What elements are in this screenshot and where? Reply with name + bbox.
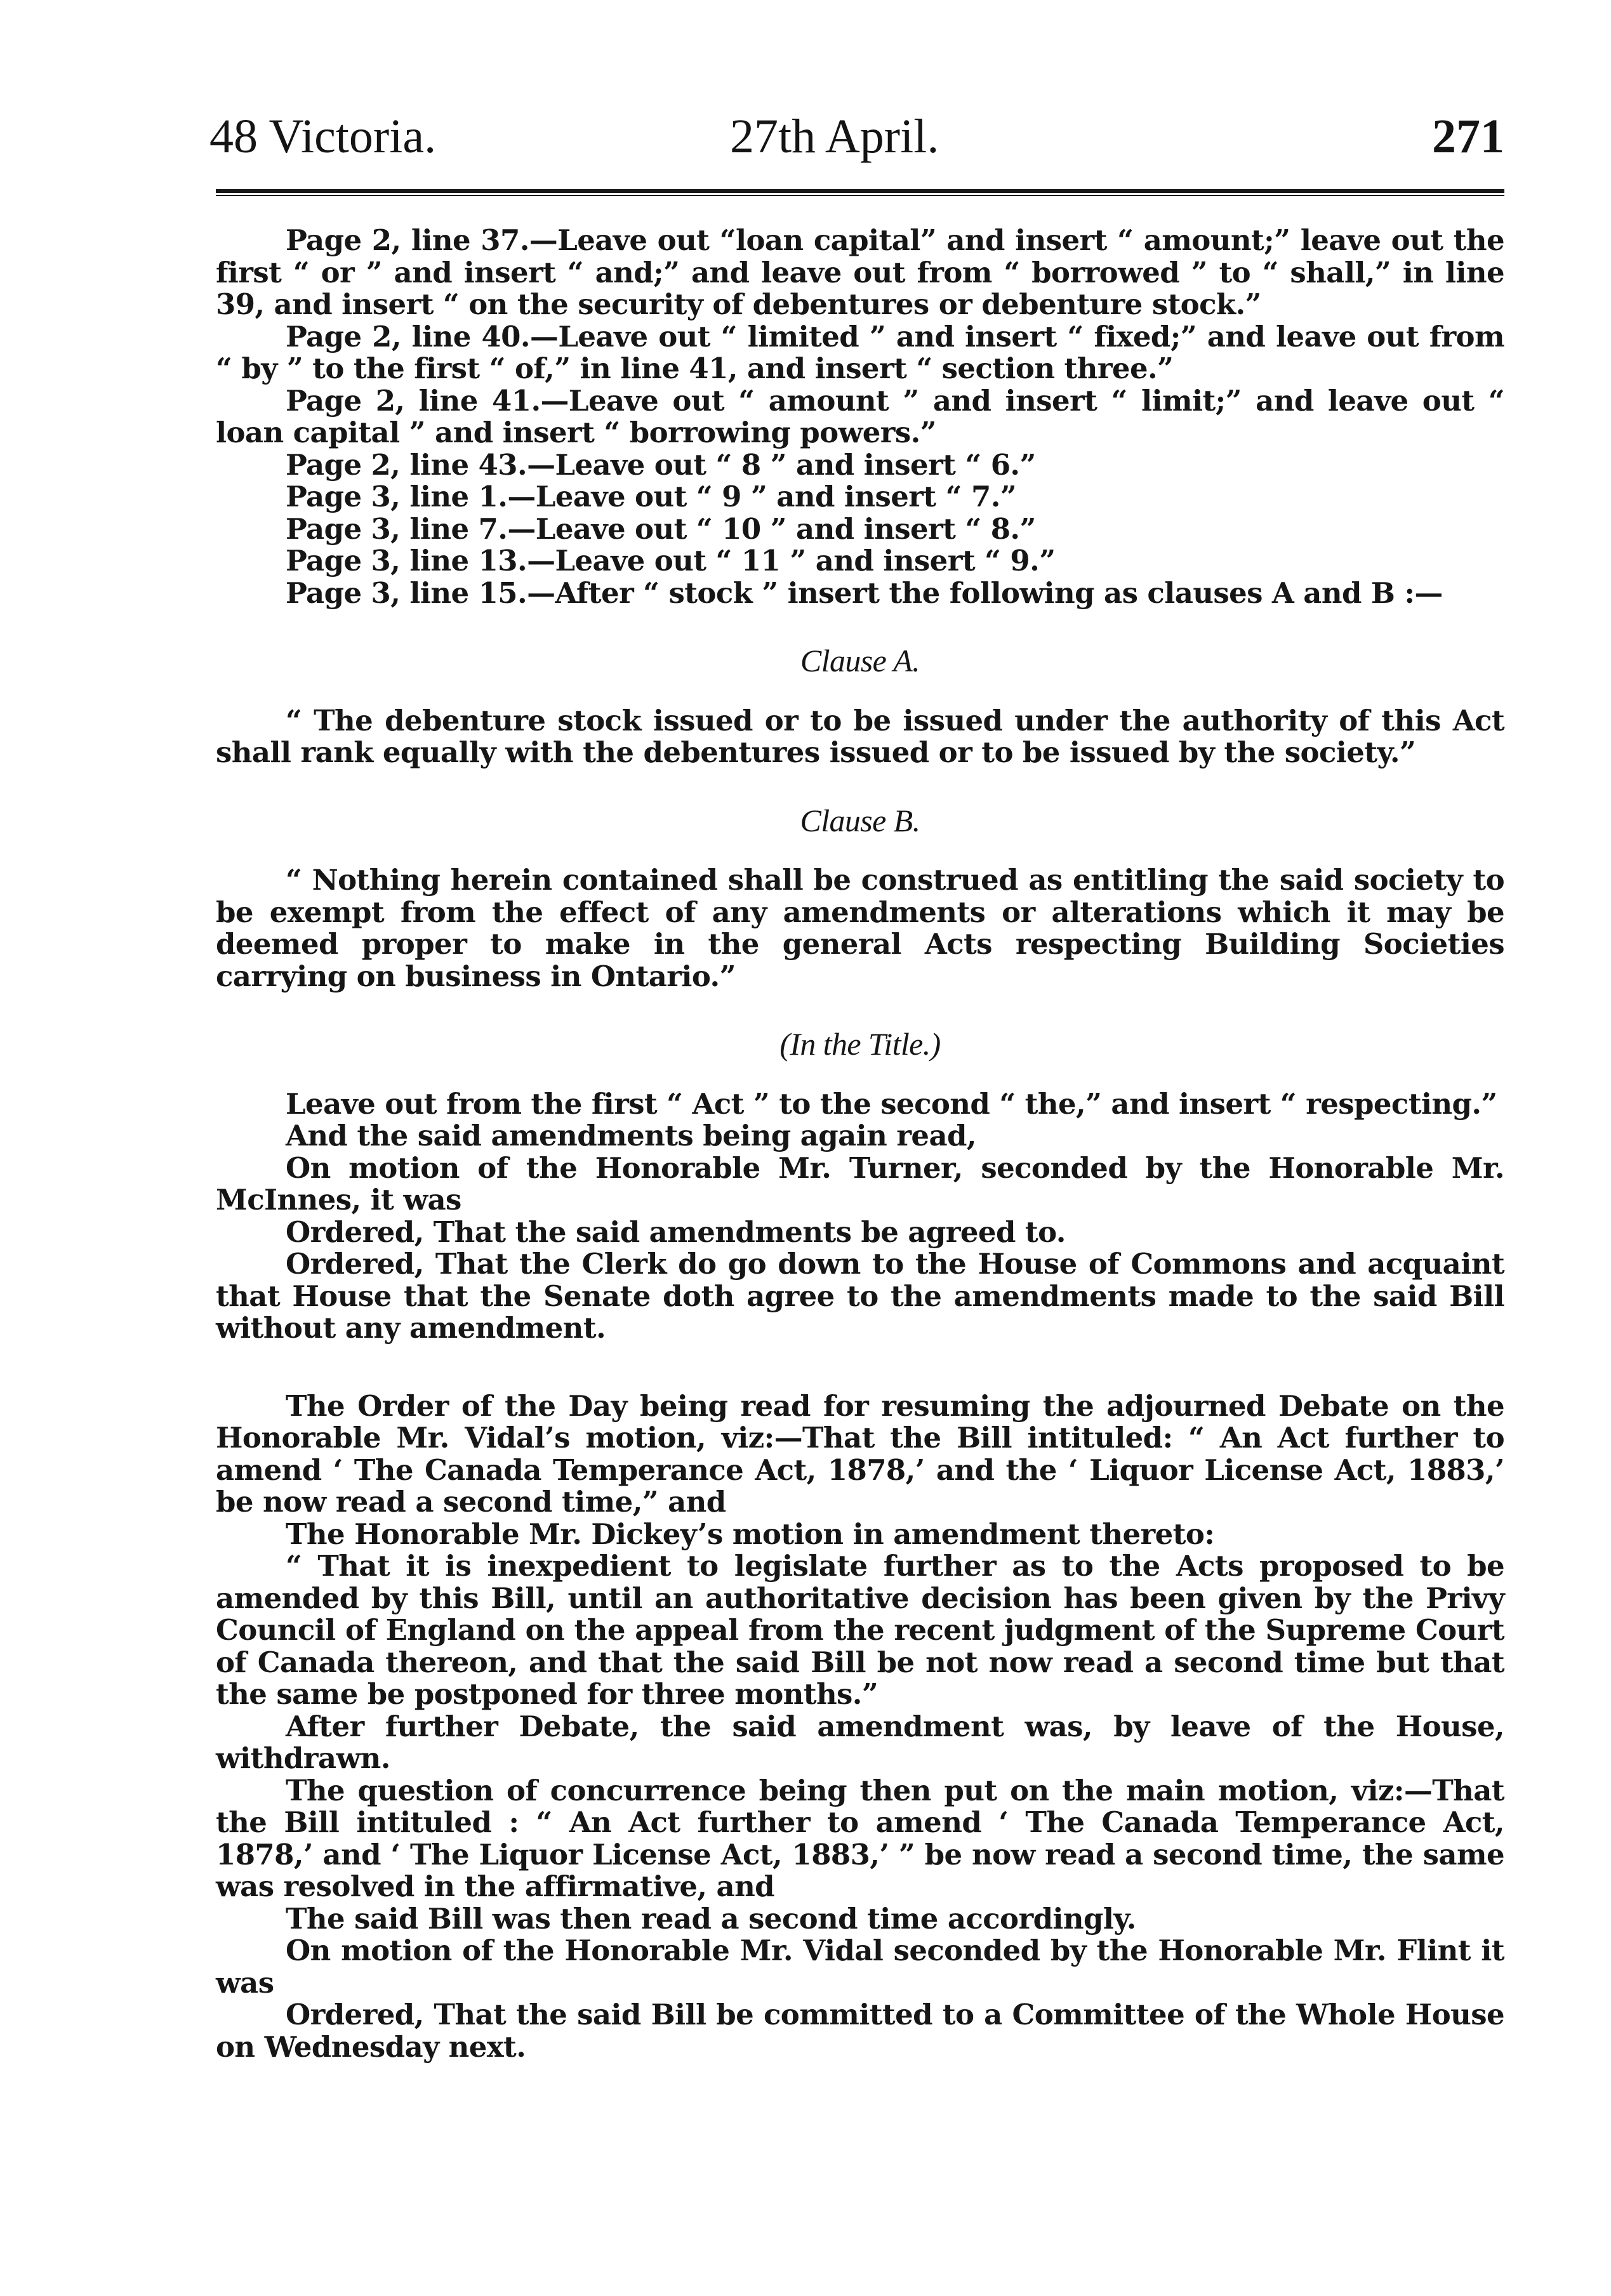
- clause-a-heading: Clause A.: [800, 643, 920, 678]
- order-of-day-paragraph: The Honorable Mr. Dickey’s motion in amendment thereto:: [286, 1517, 1215, 1551]
- title-section-text: Leave out from the first “ Act ” to the second “ the,” and insert “ respecting.”: [286, 1086, 1497, 1121]
- proceedings-paragraph: And the said amendments being again read,: [286, 1119, 976, 1152]
- clause-a-text: “ The debenture stock issued or to be issued under the authority of this Act shall rank equally with the debentures issued or to be issued by the society.”: [216, 703, 1504, 769]
- clause-b-heading: Clause B.: [800, 802, 920, 838]
- amendment-paragraph: Page 2, line 41.—Leave out “ amount ” and insert “ limit;” and leave out “ loan capital ” and insert “ borrowing powers.”: [216, 383, 1504, 449]
- amendment-paragraph: Page 3, line 7.—Leave out “ 10 ” and insert “ 8.”: [286, 511, 1036, 546]
- amendment-paragraph: Page 3, line 1.—Leave out “ 9 ” and insert “ 7.”: [286, 480, 1017, 513]
- amendment-paragraph: Page 2, line 43.—Leave out “ 8 ” and insert “ 6.”: [286, 447, 1036, 482]
- amendment-paragraph: Page 2, line 40.—Leave out “ limited ” and insert “ fixed;” and leave out from “ by ” to the first “ of,” in line 41, and insert “ section three.”: [216, 319, 1504, 385]
- page-number: 271: [1432, 110, 1504, 163]
- header-rule: [216, 189, 1504, 193]
- order-of-day-paragraph: The question of concurrence being then put on the main motion, viz:—That the Bill intituled : “ An Act further to amend ‘ The Canada Temperance Act, 1878,’ and ‘ The Liquor License Act, 1883,’ ” be now read a second time, the same was resolved in the affirmative, and: [216, 1773, 1504, 1903]
- amendment-paragraph: Page 2, line 37.—Leave out “loan capital” and insert “ amount;” leave out the first “ or ” and insert “ and;” and leave out from “ borrowed ” to “ shall,” in line 39, and insert “ on the security of debentures or debenture stock.”: [216, 223, 1504, 321]
- order-of-day-paragraph: On motion of the Honorable Mr. Vidal seconded by the Honorable Mr. Flint it was: [216, 1934, 1504, 2000]
- order-of-day-paragraph: Ordered, That the said Bill be committed to a Committee of the Whole House on Wednesday next.: [216, 1998, 1504, 2064]
- proceedings-paragraph: On motion of the Honorable Mr. Turner, seconded by the Honorable Mr. McInnes, it was: [216, 1151, 1504, 1217]
- order-of-day-paragraph: After further Debate, the said amendment was, by leave of the House, withdrawn.: [216, 1709, 1504, 1775]
- order-of-day-paragraph: The said Bill was then read a second time accordingly.: [286, 1901, 1136, 1936]
- running-head: [209, 109, 1504, 166]
- amendment-paragraph: Page 3, line 15.—After “ stock ” insert the following as clauses A and B :—: [286, 576, 1443, 610]
- clause-b-text: “ Nothing herein contained shall be construed as entitling the said society to be exempt from the effect of any amendments or alterations which it may be deemed proper to make in the general Acts respecting Building Societies carrying on business in Ontario.”: [216, 863, 1504, 993]
- proceedings-paragraph: Ordered, That the Clerk do go down to the House of Commons and acquaint that House that the Senate doth agree to the amendments made to the said Bill without any amendment.: [216, 1247, 1504, 1345]
- date-heading: 27th April.: [730, 110, 939, 163]
- order-of-day-paragraph: The Order of the Day being read for resuming the adjourned Debate on the Honorable Mr. Vidal’s motion, viz:—That the Bill intituled: “ An Act further to amend ‘ The Canada Temperance Act, 1878,’ and the ‘ Liquor License Act, 1883,’ be now read a second time,” and: [216, 1389, 1504, 1519]
- amendment-paragraph: Page 3, line 13.—Leave out “ 11 ” and insert “ 9.”: [286, 544, 1056, 577]
- page-body: [216, 225, 1504, 2063]
- regnal-year: 48 Victoria.: [209, 110, 437, 163]
- proceedings-paragraph: Ordered, That the said amendments be agreed to.: [286, 1215, 1066, 1249]
- order-of-day-paragraph: “ That it is inexpedient to legislate further as to the Acts proposed to be amended by this Bill, until an authoritative decision has been given by the Privy Council of England on the appeal from the recent judgment of the Supreme Court of Canada thereon, and that the said Bill be not now read a second time but that the same be postponed for three months.”: [216, 1549, 1504, 1711]
- header-rule-thin: [216, 195, 1504, 196]
- title-section-heading: (In the Title.): [779, 1026, 941, 1062]
